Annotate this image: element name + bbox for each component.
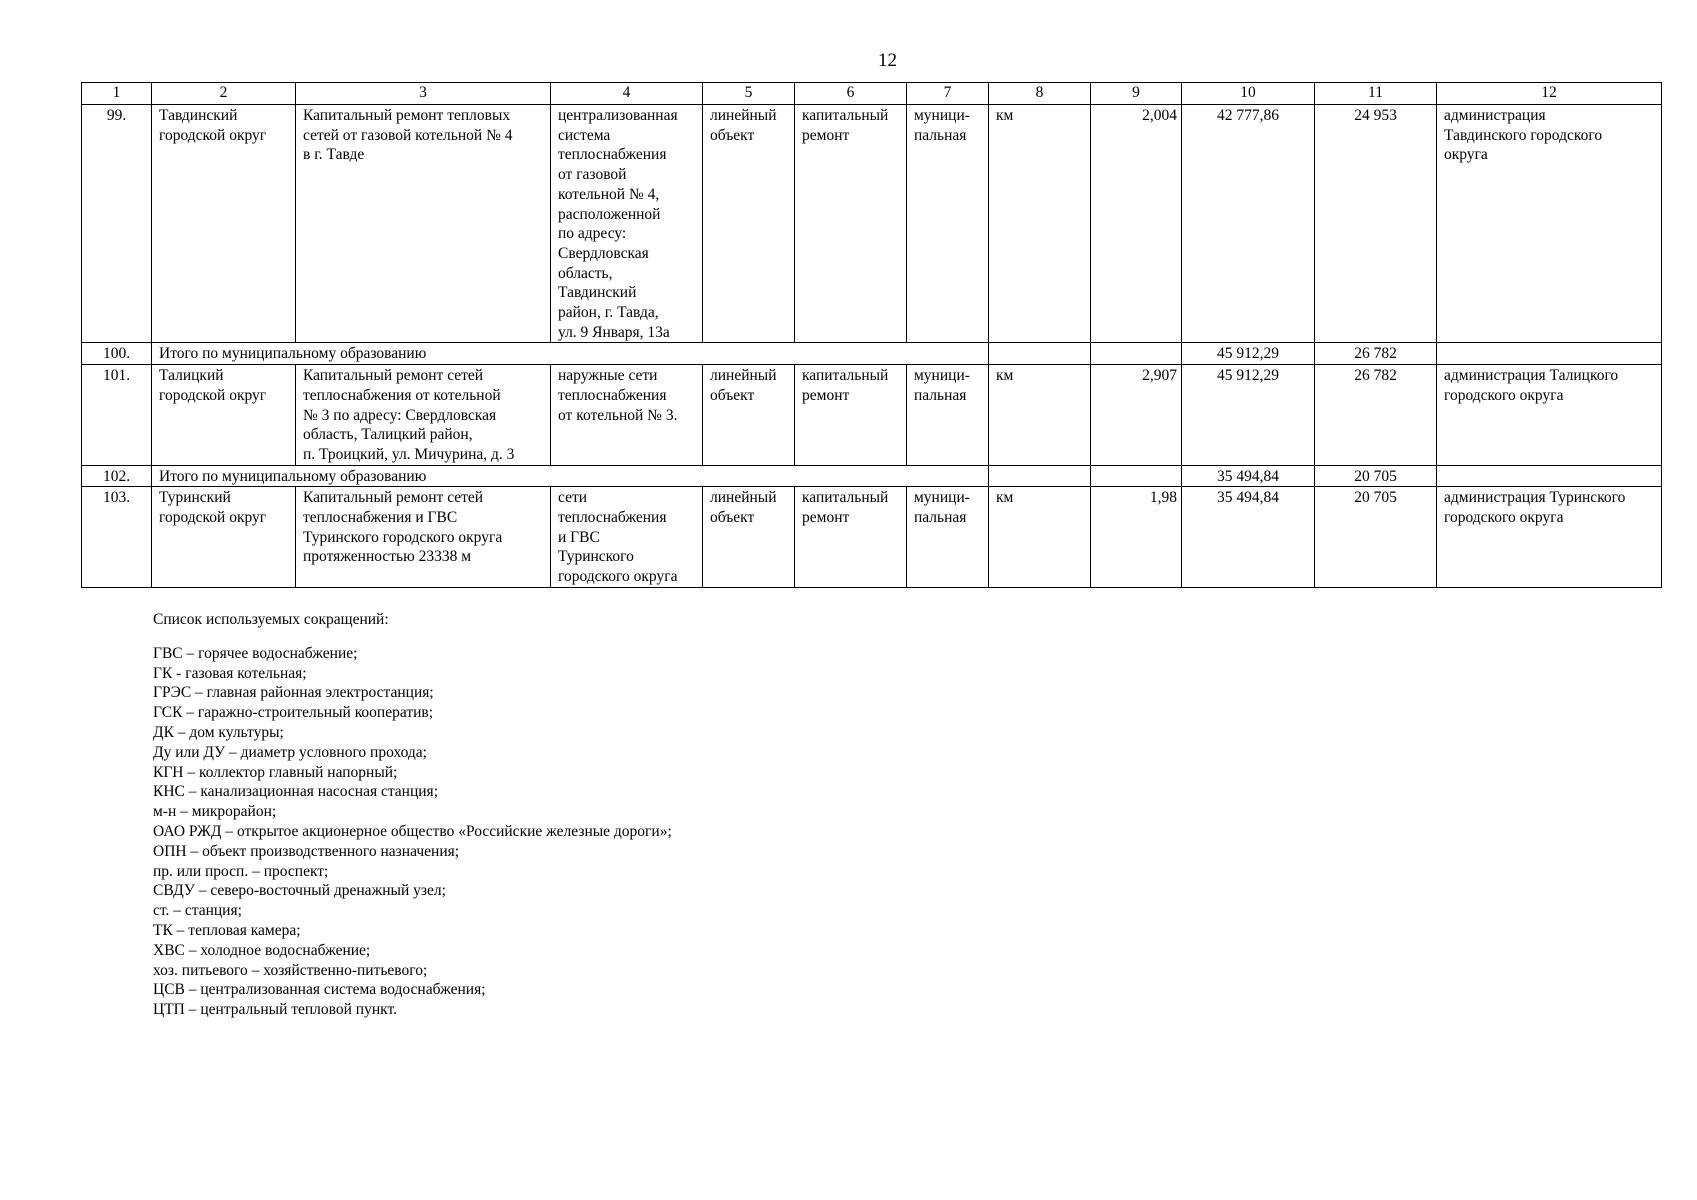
abbreviation-item: КНС – канализационная насосная станция; bbox=[153, 783, 438, 801]
col11-cell: 26 782 bbox=[1315, 343, 1437, 365]
col11-cell: 20 705 bbox=[1315, 465, 1437, 487]
responsible-cell: администрация Туринского городского округа bbox=[1437, 487, 1662, 588]
column-header: 11 bbox=[1315, 83, 1437, 105]
quantity-cell: 2,907 bbox=[1091, 365, 1182, 466]
abbreviation-item: ОПН – объект производственного назначения; bbox=[153, 842, 460, 860]
column-header: 5 bbox=[703, 83, 795, 105]
work-type-cell: капитальный ремонт bbox=[795, 487, 907, 588]
column-header: 10 bbox=[1182, 83, 1315, 105]
col11-cell: 26 782 bbox=[1315, 365, 1437, 466]
object-type-cell: линейный объект bbox=[703, 105, 795, 343]
abbreviation-item: Ду или ДУ – диаметр условного прохода; bbox=[153, 743, 427, 761]
quantity-cell: 2,004 bbox=[1091, 105, 1182, 343]
row-number: 103. bbox=[82, 487, 152, 588]
quantity-cell: 1,98 bbox=[1091, 487, 1182, 588]
table-header-row bbox=[82, 83, 1662, 105]
table-row bbox=[82, 365, 1662, 466]
project-name-cell: Капитальный ремонт сетей теплоснабжения и ГВС Туринского городского округа протяженностью 23338 м bbox=[296, 487, 551, 588]
cost-cell: 45 912,29 bbox=[1182, 343, 1315, 365]
table-total-row bbox=[82, 343, 1662, 365]
capital-repair-table bbox=[81, 82, 1662, 588]
table-row bbox=[82, 487, 1662, 588]
abbreviation-item: ЦСВ – централизованная система водоснабжения; bbox=[153, 981, 486, 999]
abbreviation-item: ст. – станция; bbox=[153, 902, 242, 920]
empty-cell bbox=[989, 465, 1091, 487]
abbreviation-item: СВДУ – северо-восточный дренажный узел; bbox=[153, 882, 446, 900]
empty-cell bbox=[1091, 343, 1182, 365]
unit-cell: км bbox=[989, 487, 1091, 588]
col11-cell: 24 953 bbox=[1315, 105, 1437, 343]
abbreviation-item: ГСК – гаражно-строительный кооператив; bbox=[153, 704, 434, 722]
object-type-cell: линейный объект bbox=[703, 487, 795, 588]
abbreviation-item: м-н – микрорайон; bbox=[153, 803, 277, 821]
row-number: 99. bbox=[82, 105, 152, 343]
abbreviations-section bbox=[153, 610, 672, 1020]
empty-cell bbox=[1437, 343, 1662, 365]
column-header: 4 bbox=[551, 83, 703, 105]
object-cell: сети теплоснабжения и ГВС Туринского городского округа bbox=[551, 487, 703, 588]
ownership-cell: муници- пальная bbox=[907, 487, 989, 588]
abbreviation-item: ГК - газовая котельная; bbox=[153, 664, 307, 682]
work-type-cell: капитальный ремонт bbox=[795, 105, 907, 343]
column-header: 1 bbox=[82, 83, 152, 105]
column-header: 9 bbox=[1091, 83, 1182, 105]
empty-cell bbox=[989, 343, 1091, 365]
empty-cell bbox=[1091, 465, 1182, 487]
cost-cell: 35 494,84 bbox=[1182, 465, 1315, 487]
total-label: Итого по муниципальному образованию bbox=[152, 465, 989, 487]
municipality-cell: Туринский городской округ bbox=[152, 487, 296, 588]
abbreviations-title: Список используемых сокращений: bbox=[153, 611, 389, 628]
table-total-row bbox=[82, 465, 1662, 487]
abbreviation-item: ХВС – холодное водоснабжение; bbox=[153, 941, 371, 959]
abbreviations-list bbox=[153, 644, 672, 1020]
cost-cell: 35 494,84 bbox=[1182, 487, 1315, 588]
abbreviation-item: ЦТП – центральный тепловой пункт. bbox=[153, 1001, 397, 1019]
row-number: 101. bbox=[82, 365, 152, 466]
column-header: 2 bbox=[152, 83, 296, 105]
abbreviation-item: хоз. питьевого – хозяйственно-питьевого; bbox=[153, 961, 428, 979]
abbreviation-item: ТК – тепловая камера; bbox=[153, 921, 301, 939]
empty-cell bbox=[1437, 465, 1662, 487]
page-number: 12 bbox=[878, 50, 897, 71]
abbreviation-item: КГН – коллектор главный напорный; bbox=[153, 763, 398, 781]
column-header: 12 bbox=[1437, 83, 1662, 105]
abbreviation-item: пр. или просп. – проспект; bbox=[153, 862, 329, 880]
project-name-cell: Капитальный ремонт сетей теплоснабжения от котельной № 3 по адресу: Свердловская область, Талицкий район, п. Троицкий, ул. Мичурина, д. 3 bbox=[296, 365, 551, 466]
table-row bbox=[82, 105, 1662, 343]
total-label: Итого по муниципальному образованию bbox=[152, 343, 989, 365]
abbreviation-item: ОАО РЖД – открытое акционерное общество «Российские железные дороги»; bbox=[153, 822, 672, 840]
responsible-cell: администрация Талицкого городского округа bbox=[1437, 365, 1662, 466]
abbreviation-item: ГРЭС – главная районная электростанция; bbox=[153, 684, 434, 702]
object-type-cell: линейный объект bbox=[703, 365, 795, 466]
ownership-cell: муници- пальная bbox=[907, 105, 989, 343]
municipality-cell: Тавдинский городской округ bbox=[152, 105, 296, 343]
abbreviation-item: ДК – дом культуры; bbox=[153, 723, 284, 741]
column-header: 6 bbox=[795, 83, 907, 105]
column-header: 3 bbox=[296, 83, 551, 105]
cost-cell: 42 777,86 bbox=[1182, 105, 1315, 343]
unit-cell: км bbox=[989, 365, 1091, 466]
cost-cell: 45 912,29 bbox=[1182, 365, 1315, 466]
municipality-cell: Талицкий городской округ bbox=[152, 365, 296, 466]
work-type-cell: капитальный ремонт bbox=[795, 365, 907, 466]
object-cell: централизованная система теплоснабжения от газовой котельной № 4, расположенной по адресу: Свердловская область, Тавдинский район, г. Тавда, ул. 9 Января, 13а bbox=[551, 105, 703, 343]
responsible-cell: администрация Тавдинского городского округа bbox=[1437, 105, 1662, 343]
column-header: 7 bbox=[907, 83, 989, 105]
column-header: 8 bbox=[989, 83, 1091, 105]
object-cell: наружные сети теплоснабжения от котельной № 3. bbox=[551, 365, 703, 466]
project-name-cell: Капитальный ремонт тепловых сетей от газовой котельной № 4 в г. Тавде bbox=[296, 105, 551, 343]
ownership-cell: муници- пальная bbox=[907, 365, 989, 466]
unit-cell: км bbox=[989, 105, 1091, 343]
col11-cell: 20 705 bbox=[1315, 487, 1437, 588]
row-number: 100. bbox=[82, 343, 152, 365]
row-number: 102. bbox=[82, 465, 152, 487]
abbreviation-item: ГВС – горячее водоснабжение; bbox=[153, 644, 358, 662]
